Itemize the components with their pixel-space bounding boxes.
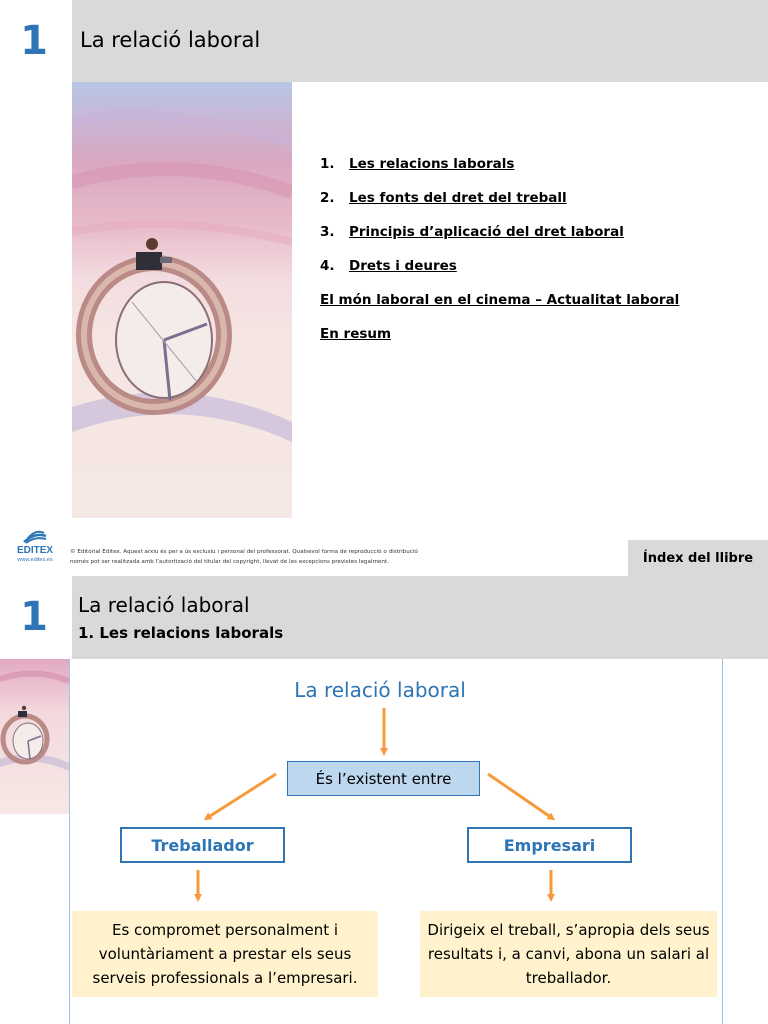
- toc-item-2[interactable]: [320, 189, 760, 207]
- slide2-header-bar: [72, 576, 768, 659]
- employer-description-note: Dirigeix el treball, s’apropia dels seus resultats i, a canvi, abona un salari al treballador.: [420, 911, 717, 997]
- copyright-line-2: només pot ser realitzada amb l’autorització del titular del copyright, llevat de les excepcions previstes legalment.: [70, 559, 389, 565]
- copyright-notice: [70, 547, 470, 567]
- toc-item-link[interactable]: Drets i deures: [349, 258, 457, 274]
- toc-link-cinema[interactable]: El món laboral en el cinema – Actualitat laboral: [320, 292, 680, 308]
- diagram-title: La relació laboral: [294, 678, 466, 702]
- editex-logo-url: www.editex.es: [17, 557, 53, 563]
- editex-logo-mark-icon: [22, 530, 48, 544]
- toc-item-4[interactable]: [320, 257, 760, 275]
- diagram-center-box: És l’existent entre: [287, 761, 480, 796]
- table-of-contents: [320, 155, 760, 359]
- worker-box: Treballador: [120, 827, 285, 863]
- toc-item-number: 2.: [320, 190, 335, 206]
- toc-item-number: 4.: [320, 258, 335, 274]
- toc-item-number: 3.: [320, 224, 335, 240]
- chapter-thumbnail-illustration: [0, 659, 69, 814]
- toc-item-3[interactable]: [320, 223, 760, 241]
- book-index-button[interactable]: Índex del llibre: [628, 540, 768, 576]
- slide1-title: La relació laboral: [80, 28, 261, 52]
- toc-item-link[interactable]: Les relacions laborals: [349, 156, 515, 172]
- toc-item-number: 1.: [320, 156, 335, 172]
- editex-logo-text: EDITEX: [16, 545, 54, 556]
- arrow-center-to-worker: [207, 774, 276, 818]
- slide2-subtitle: 1. Les relacions laborals: [78, 624, 284, 642]
- toc-item-1[interactable]: [320, 155, 760, 173]
- employer-box: Empresari: [467, 827, 632, 863]
- toc-item-link[interactable]: Les fonts del dret del treball: [349, 190, 567, 206]
- slide1-chapter-number: 1: [20, 18, 48, 64]
- content-frame-left-line: [69, 659, 70, 1024]
- toc-link-summary[interactable]: En resum: [320, 326, 392, 342]
- content-frame-right-line: [722, 659, 723, 1024]
- worker-description-note: Es compromet personalment i voluntàriament a prestar els seus serveis professionals a l’empresari.: [72, 911, 378, 997]
- slide2-title: La relació laboral: [78, 593, 250, 617]
- arrow-center-to-employer: [488, 774, 552, 818]
- editex-logo: [10, 530, 60, 568]
- slide2-chapter-number: 1: [20, 594, 48, 640]
- copyright-line-1: © Editorial Editex. Aquest arxiu és per a ús exclusiu i personal del professorat. Qualsevol forma de reproducció o distribució: [70, 549, 418, 555]
- chapter-illustration: [72, 82, 292, 518]
- toc-item-link[interactable]: Principis d’aplicació del dret laboral: [349, 224, 624, 240]
